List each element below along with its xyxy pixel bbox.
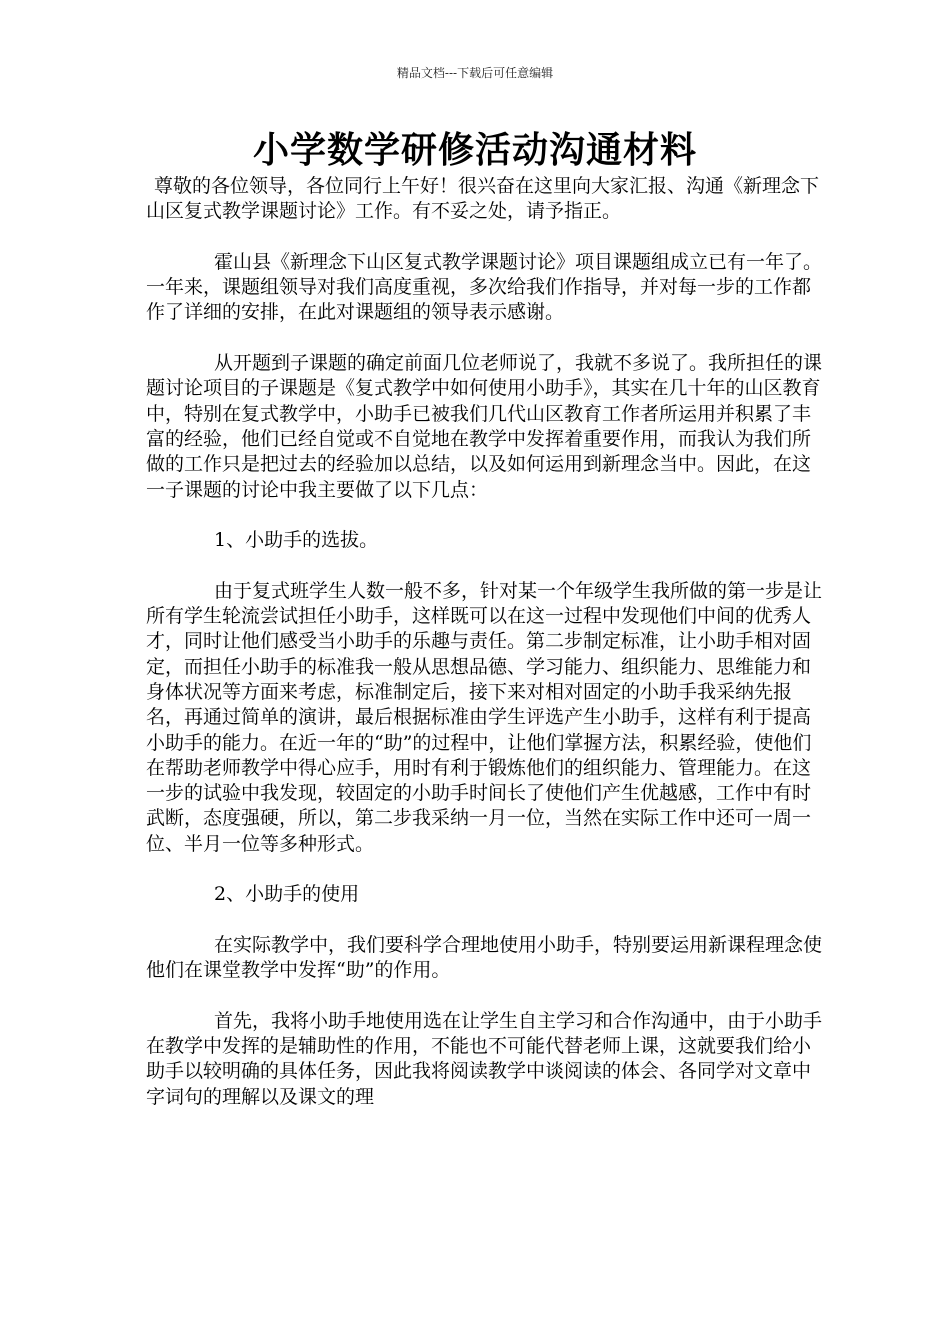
page-header: 精品文档---下载后可任意编辑 <box>396 66 554 80</box>
paragraph-first-point: 首先，我将小助手地使用选在让学生自主学习和合作沟通中，由于小助手在教学中发挥的是辅助性的作用，不能也不可能代替老师上课，这就要我们给小助手以较明确的具体任务，因此我将阅读教学中谈阅读的体会、各同学对文章中字词句的理解以及课文的理 <box>146 1009 823 1108</box>
paragraph-subtopic: 从开题到子课题的确定前面几位老师说了，我就不多说了。我所担任的课题讨论项目的子课题是《复式教学中如何使用小助手》，其实在几十年的山区教育中，特别在复式教学中，小助手已被我们几代山区教育工作者所运用并积累了丰富的经验，他们已经自觉或不自觉地在教学中发挥着重要作用，而我认为我们所做的工作只是把过去的经验加以总结，以及如何运用到新理念当中。因此，在这一子课题的讨论中我主要做了以下几点： <box>146 352 823 501</box>
document-title: 小学数学研修活动沟通材料 <box>252 129 697 171</box>
paragraph-greeting: 尊敬的各位领导，各位同行上午好！很兴奋在这里向大家汇报、沟通《新理念下山区复式教学课题讨论》工作。有不妥之处，请予指正。 <box>146 175 820 223</box>
paragraph-usage: 在实际教学中，我们要科学合理地使用小助手，特别要运用新课程理念使他们在课堂教学中发挥“助”的作用。 <box>146 933 823 982</box>
section-heading-usage: 2、小助手的使用 <box>214 883 360 906</box>
paragraph-project-intro: 霍山县《新理念下山区复式教学课题讨论》项目课题组成立已有一年了。一年来，课题组领导对我们高度重视，多次给我们作指导，并对每一步的工作都作了详细的安排，在此对课题组的领导表示感谢。 <box>146 250 823 324</box>
paragraph-selection: 由于复式班学生人数一般不多，针对某一个年级学生我所做的第一步是让所有学生轮流尝试担任小助手，这样既可以在这一过程中发现他们中间的优秀人才，同时让他们感受当小助手的乐趣与责任。第二步制定标准，让小助手相对固定，而担任小助手的标准我一般从思想品德、学习能力、组织能力、思维能力和身体状况等方面来考虑，标准制定后，接下来对相对固定的小助手我采纳先报名，再通过简单的演讲，最后根据标准由学生评选产生小助手，这样有利于提高小助手的能力。在近一年的“助”的过程中，让他们掌握方法，积累经验，使他们在帮助老师教学中得心应手，用时有利于锻炼他们的组织能力、管理能力。在这一步的试验中我发现，较固定的小助手时间长了使他们产生优越感，工作中有时武断，态度强硬，所以，第二步我采纳一月一位，当然在实际工作中还可一周一位、半月一位等多种形式。 <box>146 579 823 855</box>
document-body <box>146 174 826 1110</box>
section-heading-selection: 1、小助手的选拔。 <box>214 529 379 552</box>
